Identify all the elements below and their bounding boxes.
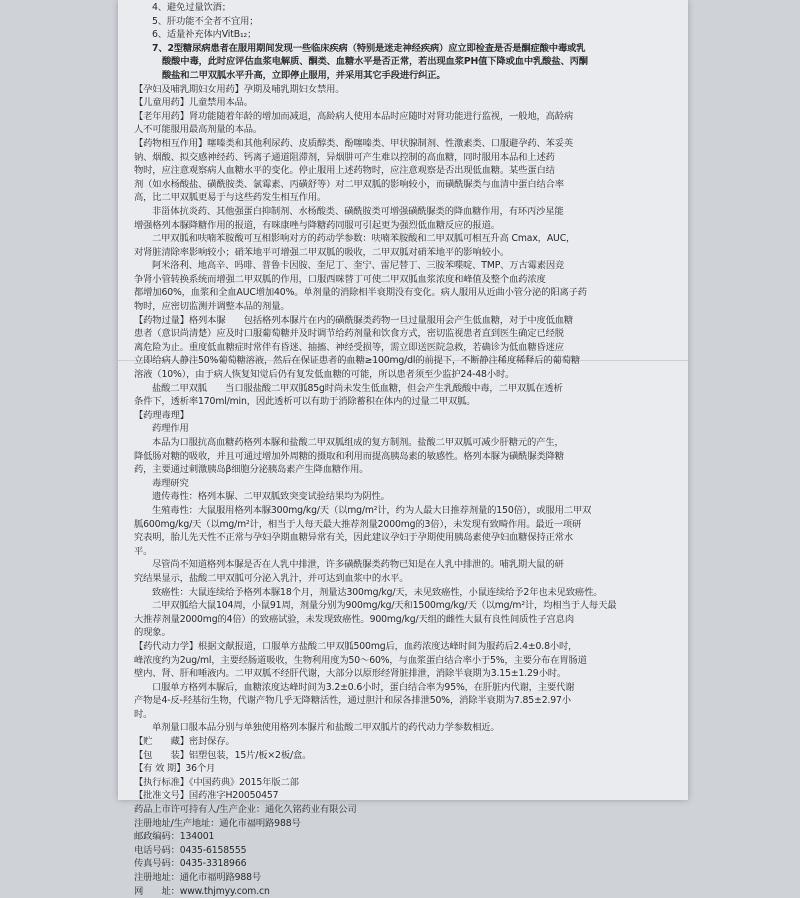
text-line: 生殖毒性：大鼠服用格列本脲300mg/kg/天（以mg/m²计，约为人最大日推荐剂量的150倍），或服用二甲双 <box>152 504 592 516</box>
text-line: 究表明，胎儿先天性不正常与孕妇孕期血糖异常有关，因此建议孕妇于孕期使用胰岛素使孕妇血糖保持正常水 <box>134 532 574 544</box>
text-line: 邮政编码：134001 <box>134 831 215 843</box>
text-line: 尽管尚不知道格列本脲是否在人乳中排泄，许多磺酰脲类药物已知是在人乳中排泄的。哺乳期大鼠的研 <box>152 559 564 571</box>
text-line: 4、避免过量饮酒； <box>152 2 231 13</box>
text-line: 药品上市许可持有人/生产企业：通化久铭药业有限公司 <box>134 804 357 816</box>
text-line: 【药代动力学】根据文献报道，口服单方盐酸二甲双胍500mg后，血药浓度达峰时间为服药后2.4±0.8小时， <box>134 640 578 652</box>
text-line: 都增加60%，血浆和全血AUC增加40%。单剂量的消除相半衰期没有变化。病人服用从近曲小管分泌的阳离子药 <box>134 287 587 299</box>
text-line: 人不可能服用最高剂量的本品。 <box>134 124 263 136</box>
text-line: 注册地址：通化市福明路988号 <box>134 872 262 883</box>
text-line: 【包 装】铝塑包装，15片/板×2板/盒。 <box>134 749 312 761</box>
text-line: 电话号码：0435-6158555 <box>134 844 247 856</box>
text-line: 酸酸中毒，此时应评估血浆电解质、酮类、血糖水平是否正常，若出现血浆PH值下降或血中乳酸盐、丙酮 <box>162 56 588 68</box>
text-line: 立即给病人静注50%葡萄糖溶液，然后在保证患者的血糖≥100mg/dl的前提下，不断静注稀度稀释后的葡萄糖 <box>134 355 580 367</box>
text-line: 【药物过量】格列本脲 包括格列本脲片在内的磺酰脲类药物一旦过量服用会产生低血糖，对于中度低血糖 <box>134 314 574 326</box>
text-line: 钠、烟酸、拟交感神经药、钙离子通道阻滞剂，异烟肼可产生难以控制的高血糖，同时服用本品和上述药 <box>134 151 555 163</box>
text-line: 物时，应密切监测并调整本品的剂量。 <box>134 301 290 313</box>
text-line: 【执行标准】《中国药典》2015年版二部 <box>134 776 299 788</box>
text-line: 【批准文号】国药准字H20050457 <box>134 790 279 802</box>
text-line: 【儿童用药】儿童禁用本品。 <box>134 97 253 109</box>
text-line: 6、适量补充体内VitB₁₂； <box>152 29 257 41</box>
text-line: 传真号码：0435-3318966 <box>134 858 247 870</box>
text-line: 口服单方格列本脲后，血糖浓度达峰时间为3.2±0.6小时，蛋白结合率为95%，在肝脏内代谢，主要代谢 <box>152 681 575 693</box>
text-line: 高，比二甲双胍更易于与这些药发生相互作用。 <box>134 192 327 204</box>
text-line: 条件下，透析率170ml/min，因此透析可以有助于消除蓄积在体内的过量二甲双胍。 <box>134 396 476 408</box>
text-line: 注册地址/生产地址：通化市福明路988号 <box>134 817 301 829</box>
text-line: 毒理研究 <box>152 477 189 489</box>
text-line: 胍600mg/kg/天（以mg/m²计，相当于人每天最大推荐剂量2000mg的3倍），未发现有致畸作用。最近一项研 <box>134 518 582 530</box>
text-line: 二甲双胍和呋喃苯胺酸可互相影响对方的药动学参数：呋喃苯胺酸和二甲双胍可相互升高 Cmax，AUC， <box>152 233 576 245</box>
text-line: 【药物相互作用】噻嗪类和其他利尿药、皮质醇类、酚噻嗪类、甲状腺制剂、性激素类、口服避孕药、苯妥英 <box>134 137 574 149</box>
text-line: 【贮 藏】密封保存。 <box>134 736 235 748</box>
text-line: 单剂量口服本品分别与单独使用格列本脲片和盐酸二甲双胍片的药代动力学参数相近。 <box>152 722 500 734</box>
text-line: 药，主要通过刺激胰岛β细胞分泌胰岛素产生降血糖作用。 <box>134 464 369 476</box>
text-line: 争肾小管转换系统而增强二甲双胍的作用，口服西咪替丁可使二甲双胍血浆浓度和峰值及整个血药浓度 <box>134 273 546 285</box>
text-line: 的现象。 <box>134 627 171 639</box>
text-line: 溶液（10%），由于病人恢复知觉后仍有复发低血糖的可能，所以患者须至少监护24-48小时。 <box>134 369 515 381</box>
text-line: 二甲双胍给大鼠104周，小鼠91周，剂量分别为900mg/kg/天和1500mg/kg/天（以mg/m²计，均相当于人每天最 <box>152 600 617 612</box>
text-line: 非甾体抗炎药、其他强蛋白抑制剂、水杨酸类、磺酰胺类可增强磺酰脲类的降血糖作用，有环丙沙星能 <box>152 205 564 217</box>
text-line: 剂（如水杨酸盐、磺酰胺类、氯霉素、丙磺舒等）对二甲双胍的影响较小，而磺酰脲类与血清中蛋白结合率 <box>134 178 564 190</box>
text-line: 【孕妇及哺乳期妇女用药】孕期及哺乳期妇女禁用。 <box>134 83 345 95</box>
leaflet-paper <box>118 0 688 897</box>
text-line: 大推荐剂量2000mg的4倍）的致癌试验，未发现致癌性。900mg/kg/天组的雌性大鼠有良性间质性子宫息肉 <box>134 613 574 625</box>
text-line: 对肾脏清除率影响较小；硝苯地平可增强二甲双胍的吸收，二甲双胍对硝苯地平的影响较小。 <box>134 246 510 258</box>
text-line: 降低肠对糖的吸收，并且可通过增加外周糖的摄取和利用而提高胰岛素的敏感性。格列本脲为磺酰脲类降糖 <box>134 450 564 462</box>
text-line: 5、肝功能不全者不宜用； <box>152 15 259 27</box>
text-line: 究结果显示，盐酸二甲双胍可分泌入乳汁，并可达到血浆中的水平。 <box>134 572 409 584</box>
leaflet-content <box>134 1 679 898</box>
text-line: 物时，应注意观察病人血糖水平的变化。停止服用上述药物时，应注意观察是否出现低血糖。某些蛋白结 <box>134 165 555 177</box>
text-line: 致癌性：大鼠连续给予格列本脲18个月，剂量达300mg/kg/天，未见致癌性，小鼠连续给予2年也未见致癌性。 <box>152 586 603 598</box>
text-line: 离危险为止。重度低血糖症时常伴有昏迷、抽搐、神经受损等，需立即送医院急救，若确诊为低血糖昏迷应 <box>134 341 564 353</box>
text-line: 药理作用 <box>152 423 189 435</box>
text-line: 遗传毒性：格列本脲、二甲双胍致突变试验结果均为阴性。 <box>152 491 390 503</box>
text-line: 时。 <box>134 708 153 720</box>
text-line: 网 址：www.thjmyy.com.cn <box>134 885 270 897</box>
text-line: 增强格列本脲降糖作用的报道，有咪康唑与降糖药同服可引起更为强烈低血糖反应的报道。 <box>134 219 500 231</box>
text-line: 产物是4-反-羟基衍生物，代谢产物几乎无降糖活性，通过胆汁和尿各排泄50%，消除半衰期为7.85±2.97小 <box>134 695 571 707</box>
text-line: 本品为口服抗高血糖药格列本脲和盐酸二甲双胍组成的复方制剂。盐酸二甲双胍可减少肝糖元的产生， <box>152 437 564 448</box>
text-line: 峰浓度约为2ug/ml，主要经肠道吸收，生物利用度为50～60%，与血浆蛋白结合率小于5%，主要分布在胃肠道 <box>134 654 587 666</box>
text-line: 酸盐和二甲双胍水平升高，立即停止服用，并采用其它手段进行纠正。 <box>162 69 446 81</box>
text-line: 平。 <box>134 545 153 557</box>
text-line: 盐酸二甲双胍 当口服盐酸二甲双胍85g时尚未发生低血糖，但会产生乳酸酸中毒，二甲双胍在透析 <box>152 382 563 394</box>
text-line: 壁内、肾、肝和唾液内。二甲双胍不经肝代谢，大部分以原形经肾脏排泄，消除半衰期为3.15±1.29小时。 <box>134 668 567 680</box>
text-line: 患者（意识尚清楚）应及时口服葡萄糖并及时调节给药剂量和饮食方式，密切监视患者直到医生确定已经脱 <box>134 328 564 340</box>
text-line: 【老年用药】肾功能随着年龄的增加而减退，高龄病人使用本品时应随时对肾功能进行监视，一般地，高龄病 <box>134 110 574 122</box>
text-line: 【有 效 期】36个月 <box>134 763 216 775</box>
text-line: 【药理毒理】 <box>134 409 189 421</box>
text-line: 7、2型糖尿病患者在服用期间发现一些临床疾病（特别是迷走神经疾病）应立即检查是否是酮症酸中毒或乳 <box>152 42 586 54</box>
text-line: 阿米洛利、地高辛、吗啡、普鲁卡因胺、奎尼丁、奎宁、雷尼替丁、三胺苯喋啶、TMP、万古霉素因竞 <box>152 260 565 272</box>
